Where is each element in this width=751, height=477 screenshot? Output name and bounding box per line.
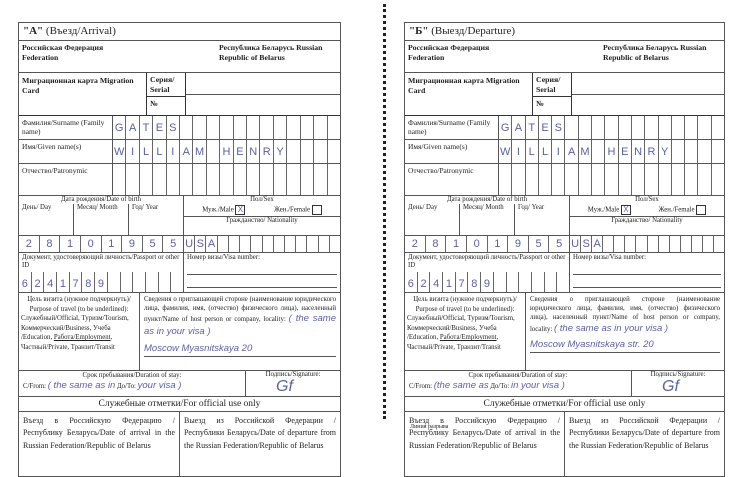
char-cell (614, 236, 625, 252)
host-value[interactable]: ( the same as in your visa ) (553, 322, 669, 334)
duration-label: Срок пребывания/Duration of stay: (468, 372, 568, 379)
patronymic-field[interactable] (499, 164, 724, 195)
char-cell (619, 164, 632, 195)
char-cell (247, 116, 260, 139)
given-name-field[interactable] (113, 140, 340, 163)
number-field[interactable] (186, 95, 340, 116)
char-cell: H (220, 140, 233, 163)
char-cell (512, 164, 525, 195)
char-cell (659, 236, 670, 252)
char-cell (330, 236, 340, 252)
purpose-selected[interactable]: Работа/Employment (53, 334, 111, 342)
host-address[interactable]: Moscow Myasnitskaya str. 20 (530, 339, 720, 353)
signature-label: Подпись/Signature: (265, 371, 321, 378)
char-cell: A (206, 236, 217, 252)
char-cell: N (247, 140, 260, 163)
char-cell (247, 164, 260, 195)
char-cell (301, 116, 314, 139)
document-row (405, 253, 724, 293)
document-label: Документ, удостоверяющий личность/Passport or other ID (408, 254, 566, 270)
char-cell (714, 236, 724, 252)
purpose-row (405, 293, 724, 371)
char-cell: A (592, 236, 603, 252)
female-checkbox[interactable] (312, 205, 322, 215)
from-value[interactable]: ( the same as in (47, 380, 116, 392)
char-cell (672, 116, 685, 139)
tear-line-label: Линия разрыва (410, 424, 449, 430)
char-cell (703, 236, 714, 252)
char-cell (712, 116, 724, 139)
char-cell: 7 (70, 272, 83, 292)
char-cell (193, 116, 206, 139)
char-cell (532, 272, 545, 292)
host-value[interactable]: ( the same as in your visa ) (144, 313, 336, 338)
char-cell: A (565, 140, 578, 163)
fed-left: Российская Федерация Federation (22, 43, 104, 62)
char-cell (287, 164, 300, 195)
char-cell: I (512, 140, 525, 163)
surname-label: Фамилия/Surname (Family name) (405, 116, 499, 139)
month-label: Месяц/ Month (74, 204, 129, 235)
char-cell (579, 164, 592, 195)
char-cell (274, 236, 285, 252)
char-cell (625, 236, 636, 252)
char-cell (681, 236, 692, 252)
number-field[interactable] (572, 95, 724, 116)
given-name-label: Имя/Given name(s) (405, 140, 499, 163)
from-value[interactable]: (the same as (433, 380, 489, 392)
char-cell: 2 (405, 236, 426, 252)
patronymic-label: Отчество/Patronymic (405, 164, 499, 195)
nationality-field[interactable] (570, 236, 724, 252)
visa-label: Номер визы/Visa number: (573, 254, 646, 261)
char-cell: G (499, 116, 512, 139)
char-cell: L (539, 140, 552, 163)
char-cell: 5 (170, 238, 177, 250)
char-cell (494, 272, 507, 292)
char-cell (507, 272, 520, 292)
char-cell (648, 236, 659, 252)
char-cell (565, 164, 578, 195)
char-cell (659, 116, 672, 139)
char-cell (314, 164, 327, 195)
char-cell (171, 272, 183, 292)
visa-field[interactable] (187, 266, 337, 275)
fed-right: Республика Беларусь Russian Republic of Belarus (219, 43, 323, 62)
char-cell: M (579, 140, 592, 163)
surname-field[interactable] (113, 116, 340, 139)
char-cell (698, 116, 711, 139)
char-cell: E (153, 116, 166, 139)
char-cell (193, 164, 206, 195)
dob-field[interactable] (19, 236, 184, 252)
char-cell: L (153, 140, 166, 163)
char-cell (229, 236, 240, 252)
char-cell (328, 116, 340, 139)
document-field[interactable] (405, 272, 569, 292)
signature: Gf (662, 378, 679, 395)
given-name-field[interactable] (499, 140, 724, 163)
signature-label: Подпись/Signature: (650, 371, 706, 378)
patronymic-field[interactable] (113, 164, 340, 195)
char-cell (251, 236, 262, 252)
document-row (19, 253, 340, 293)
char-cell (632, 164, 645, 195)
migration-card-label: Миграционная карта Migration Card (19, 73, 147, 115)
char-cell: 4 (430, 272, 443, 292)
official-use-label: Служебные отметки/For official use only (405, 397, 724, 412)
host-label: Сведения о приглашающей стороне (наименование юридического лица, фамилия, имя, (отчество) физического лица), населенный пункт/Name of host person or company, locality: (144, 296, 336, 324)
char-cell (685, 140, 698, 163)
tear-line (383, 4, 386, 419)
char-cell (605, 116, 618, 139)
char-cell (207, 116, 220, 139)
char-cell (180, 116, 193, 139)
char-cell (645, 164, 658, 195)
male-checkbox[interactable]: X (235, 205, 245, 215)
male-label: Муж./Male (587, 207, 620, 215)
char-cell (260, 116, 273, 139)
char-cell (207, 164, 220, 195)
char-cell (220, 164, 233, 195)
given-name-row (405, 140, 724, 164)
char-cell (519, 272, 532, 292)
char-cell: U (570, 236, 581, 252)
char-cell (670, 236, 681, 252)
official-use-label: Служебные отметки/For official use only (19, 397, 340, 412)
char-cell (240, 236, 251, 252)
char-cell (545, 272, 558, 292)
nationality-label: Гражданство/ Nationality (226, 217, 298, 225)
serial-label: Серия/ Serial (147, 73, 185, 97)
char-cell: W (113, 140, 126, 163)
departure-date-label: Выезд из Российской Федерации /Республики Беларусь/Date of departure from the Russian Federation/Republic of Belarus (569, 416, 720, 450)
serial-field[interactable] (572, 73, 724, 95)
dob-field[interactable] (405, 236, 570, 252)
char-cell: 9 (481, 272, 494, 292)
char-cell: A (180, 140, 193, 163)
char-cell (698, 164, 711, 195)
char-cell: 6 (19, 272, 32, 292)
char-cell: W (499, 140, 512, 163)
char-cell: 0 (81, 236, 102, 252)
patronymic-row (19, 164, 340, 196)
day-label: День/ Day (405, 204, 460, 235)
char-cell (692, 236, 703, 252)
dob-label: Дата рождения/Date of birth (446, 196, 528, 203)
char-cell: Y (274, 140, 287, 163)
char-cell (113, 164, 126, 195)
char-cell (685, 116, 698, 139)
departure-date-label: Выезд из Российской Федерации /Республики Беларусь/Date of departure from the Russian Federation/Republic of Belarus (184, 416, 336, 450)
card-title: "А" (Въезд/Arrival) (19, 23, 340, 41)
surname-field[interactable] (499, 116, 724, 139)
char-cell (146, 272, 159, 292)
to-value[interactable]: in your visa ) (510, 380, 565, 392)
char-cell (234, 116, 247, 139)
federation-header (405, 41, 724, 73)
female-label: Жен./Female (274, 207, 310, 215)
char-cell (287, 140, 300, 163)
sex-label: Пол/Sex (635, 196, 659, 203)
dob-nationality-values (405, 236, 724, 253)
char-cell: A (126, 116, 139, 139)
host-address[interactable]: Moscow Myasnitskaya 20 (144, 343, 336, 357)
char-cell (319, 236, 330, 252)
char-cell (526, 164, 539, 195)
document-field[interactable] (19, 272, 183, 292)
given-name-row (19, 140, 340, 164)
char-cell (645, 116, 658, 139)
visa-label: Номер визы/Visa number: (187, 254, 260, 261)
purpose-label: Цель визита (нужное подчеркнуть)/ Purpose of travel (to be underlined): (413, 296, 517, 313)
char-cell: U (184, 236, 195, 252)
char-cell: 5 (529, 236, 550, 252)
char-cell (159, 272, 172, 292)
purpose-row (19, 293, 340, 371)
char-cell (140, 164, 153, 195)
char-cell (314, 140, 327, 163)
char-cell (603, 236, 614, 252)
char-cell (619, 116, 632, 139)
char-cell (234, 164, 247, 195)
char-cell (712, 140, 724, 163)
char-cell: I (167, 140, 180, 163)
char-cell (121, 272, 134, 292)
char-cell (314, 116, 327, 139)
host-block (140, 293, 340, 370)
purpose-label: Цель визита (нужное подчеркнуть)/ Purpose of travel (to be underlined): (27, 296, 131, 313)
char-cell (592, 116, 605, 139)
year-label: Год/ Year (518, 204, 545, 212)
sex-label: Пол/Sex (250, 196, 274, 203)
migration-card-arrival (18, 22, 341, 477)
char-cell: 1 (443, 272, 456, 292)
char-cell (274, 164, 287, 195)
char-cell: R (645, 140, 658, 163)
char-cell (552, 164, 565, 195)
to-label: До/To: (117, 383, 136, 391)
char-cell (659, 164, 672, 195)
char-cell: M (193, 140, 206, 163)
char-cell: T (140, 116, 153, 139)
year-label: Год/ Year (132, 204, 159, 212)
char-cell: S (195, 236, 206, 252)
official-dates (405, 412, 724, 476)
duration-label: Срок пребывания/Duration of stay: (82, 372, 182, 379)
char-cell: 9 (122, 236, 143, 252)
surname-row (19, 116, 340, 140)
char-cell: T (526, 116, 539, 139)
visa-field[interactable] (573, 266, 721, 275)
char-cell: 7 (456, 272, 469, 292)
char-cell: G (113, 116, 126, 139)
day-label: День/ Day (19, 204, 74, 235)
char-cell (592, 140, 605, 163)
federation-header (19, 41, 340, 73)
char-cell: 9 (508, 236, 529, 252)
char-cell: 8 (468, 272, 481, 292)
char-cell: I (126, 140, 139, 163)
char-cell (565, 116, 578, 139)
dob-sex-row (405, 196, 724, 236)
dob-sex-row (19, 196, 340, 236)
duration-row (405, 371, 724, 397)
char-cell (328, 140, 340, 163)
char-cell (296, 236, 307, 252)
char-cell (328, 164, 340, 195)
official-dates (19, 412, 340, 476)
char-cell: 1 (57, 272, 70, 292)
char-cell (307, 236, 318, 252)
char-cell: 0 (467, 236, 488, 252)
char-cell: S (167, 116, 180, 139)
char-cell (260, 164, 273, 195)
char-cell (632, 116, 645, 139)
migration-card-row (19, 73, 340, 116)
char-cell (592, 164, 605, 195)
char-cell (263, 236, 274, 252)
char-cell (605, 164, 618, 195)
char-cell (153, 164, 166, 195)
char-cell (108, 272, 121, 292)
char-cell (287, 116, 300, 139)
migration-card-departure (404, 22, 725, 477)
nationality-label: Гражданство/ Nationality (611, 217, 683, 225)
fed-left: Российская Федерация Federation (408, 43, 490, 62)
char-cell (698, 140, 711, 163)
char-cell (672, 140, 685, 163)
char-cell (499, 164, 512, 195)
dob-nationality-values (19, 236, 340, 253)
char-cell (557, 272, 569, 292)
char-cell: N (632, 140, 645, 163)
purpose-selected[interactable]: Работа/Employment (439, 334, 497, 342)
char-cell: S (552, 116, 565, 139)
char-cell (274, 116, 287, 139)
nationality-field[interactable] (184, 236, 340, 252)
char-cell: E (619, 140, 632, 163)
char-cell: H (605, 140, 618, 163)
char-cell: E (539, 116, 552, 139)
host-block (526, 293, 724, 370)
male-checkbox[interactable]: X (621, 205, 631, 215)
duration-row (19, 371, 340, 397)
number-label: № (150, 99, 158, 109)
char-cell: 8 (426, 236, 447, 252)
purpose-block: Цель визита (нужное подчеркнуть)/ Purpose of travel (to be underlined): Служебный/Official, Туризм/Tourism, Коммерческий/Business, Учеба /Education, Работа/Employment, Частный/Private, Транзит/Transit (405, 293, 526, 370)
char-cell: 2 (32, 272, 45, 292)
month-label: Месяц/ Month (460, 204, 515, 235)
arrival-date-label: Въезд в Российскую Федерацию /Республику Беларусь/Date of arrival in the Russian Federation/Republic of Belarus (405, 412, 565, 476)
char-cell (220, 116, 233, 139)
host-label: Сведения о приглашающей стороне (наименование юридического лица, фамилия, имя, (отчество) физического лица), населенный пункт/Name of host person or company, locality: (530, 296, 720, 333)
char-cell (636, 236, 647, 252)
char-cell: 8 (82, 272, 95, 292)
patronymic-label: Отчество/Patronymic (19, 164, 113, 195)
char-cell: L (526, 140, 539, 163)
migration-card-label: Миграционная карта Migration Card (405, 73, 533, 115)
char-cell: 8 (40, 236, 61, 252)
char-cell (685, 164, 698, 195)
char-cell: 1 (488, 236, 509, 252)
to-label: До/To: (490, 383, 510, 391)
char-cell: 4 (44, 272, 57, 292)
char-cell (133, 272, 146, 292)
char-cell: 2 (418, 272, 431, 292)
male-label: Муж./Male (202, 207, 234, 215)
char-cell (218, 236, 229, 252)
card-title: "Б" (Выезд/Departure) (405, 23, 724, 41)
char-cell (539, 164, 552, 195)
serial-label: Серия/ Serial (533, 73, 571, 97)
char-cell: 1 (102, 236, 123, 252)
char-cell: L (140, 140, 153, 163)
char-cell: R (260, 140, 273, 163)
char-cell: 6 (405, 272, 418, 292)
female-label: Жен./Female (658, 207, 695, 215)
char-cell: 9 (95, 272, 108, 292)
char-cell: S (581, 236, 592, 252)
serial-field[interactable] (186, 73, 340, 95)
char-cell (207, 140, 220, 163)
from-label: С/From: (409, 383, 433, 391)
char-cell: Y (659, 140, 672, 163)
char-cell (285, 236, 296, 252)
char-cell (301, 140, 314, 163)
char-cell: 1 (446, 236, 467, 252)
arrival-date-label: Въезд в Российскую Федерацию /Республику Беларусь/Date of arrival in the Russian Federation/Republic of Belarus (19, 412, 180, 476)
patronymic-row (405, 164, 724, 196)
char-cell: A (512, 116, 525, 139)
document-label: Документ, удостоверяющий личность/Passport or other ID (22, 254, 180, 270)
char-cell (672, 164, 685, 195)
char-cell: E (234, 140, 247, 163)
purpose-options: Служебный/Official, Туризм/Tourism, Коммерческий/Business, Учеба /Education, (407, 315, 515, 342)
migration-card-row (405, 73, 724, 116)
char-cell: 1 (60, 236, 81, 252)
char-cell (167, 164, 180, 195)
to-value[interactable]: your visa ) (137, 380, 182, 392)
char-cell: 2 (19, 236, 40, 252)
female-checkbox[interactable] (696, 205, 706, 215)
char-cell (180, 164, 193, 195)
from-label: С/From: (23, 383, 47, 391)
surname-label: Фамилия/Surname (Family name) (19, 116, 113, 139)
fed-right: Республика Беларусь Russian Republic of Belarus (603, 43, 707, 62)
purpose-block: Цель визита (нужное подчеркнуть)/ Purpose of travel (to be underlined): Служебный/Official, Туризм/Tourism, Коммерческий/Business, Учеба /Education, Работа/Employment, Частный/Private, Транзит/Transit (19, 293, 140, 370)
purpose-options: Служебный/Official, Туризм/Tourism, Коммерческий/Business, Учеба /Education, (21, 315, 129, 342)
given-name-label: Имя/Given name(s) (19, 140, 113, 163)
char-cell (126, 164, 139, 195)
char-cell: 5 (143, 236, 164, 252)
char-cell (579, 116, 592, 139)
char-cell: 5 (556, 238, 563, 250)
surname-row (405, 116, 724, 140)
number-label: № (536, 99, 544, 109)
char-cell (301, 164, 314, 195)
signature: Gf (276, 378, 293, 395)
dob-label: Дата рождения/Date of birth (60, 196, 142, 203)
char-cell: I (552, 140, 565, 163)
char-cell (712, 164, 724, 195)
